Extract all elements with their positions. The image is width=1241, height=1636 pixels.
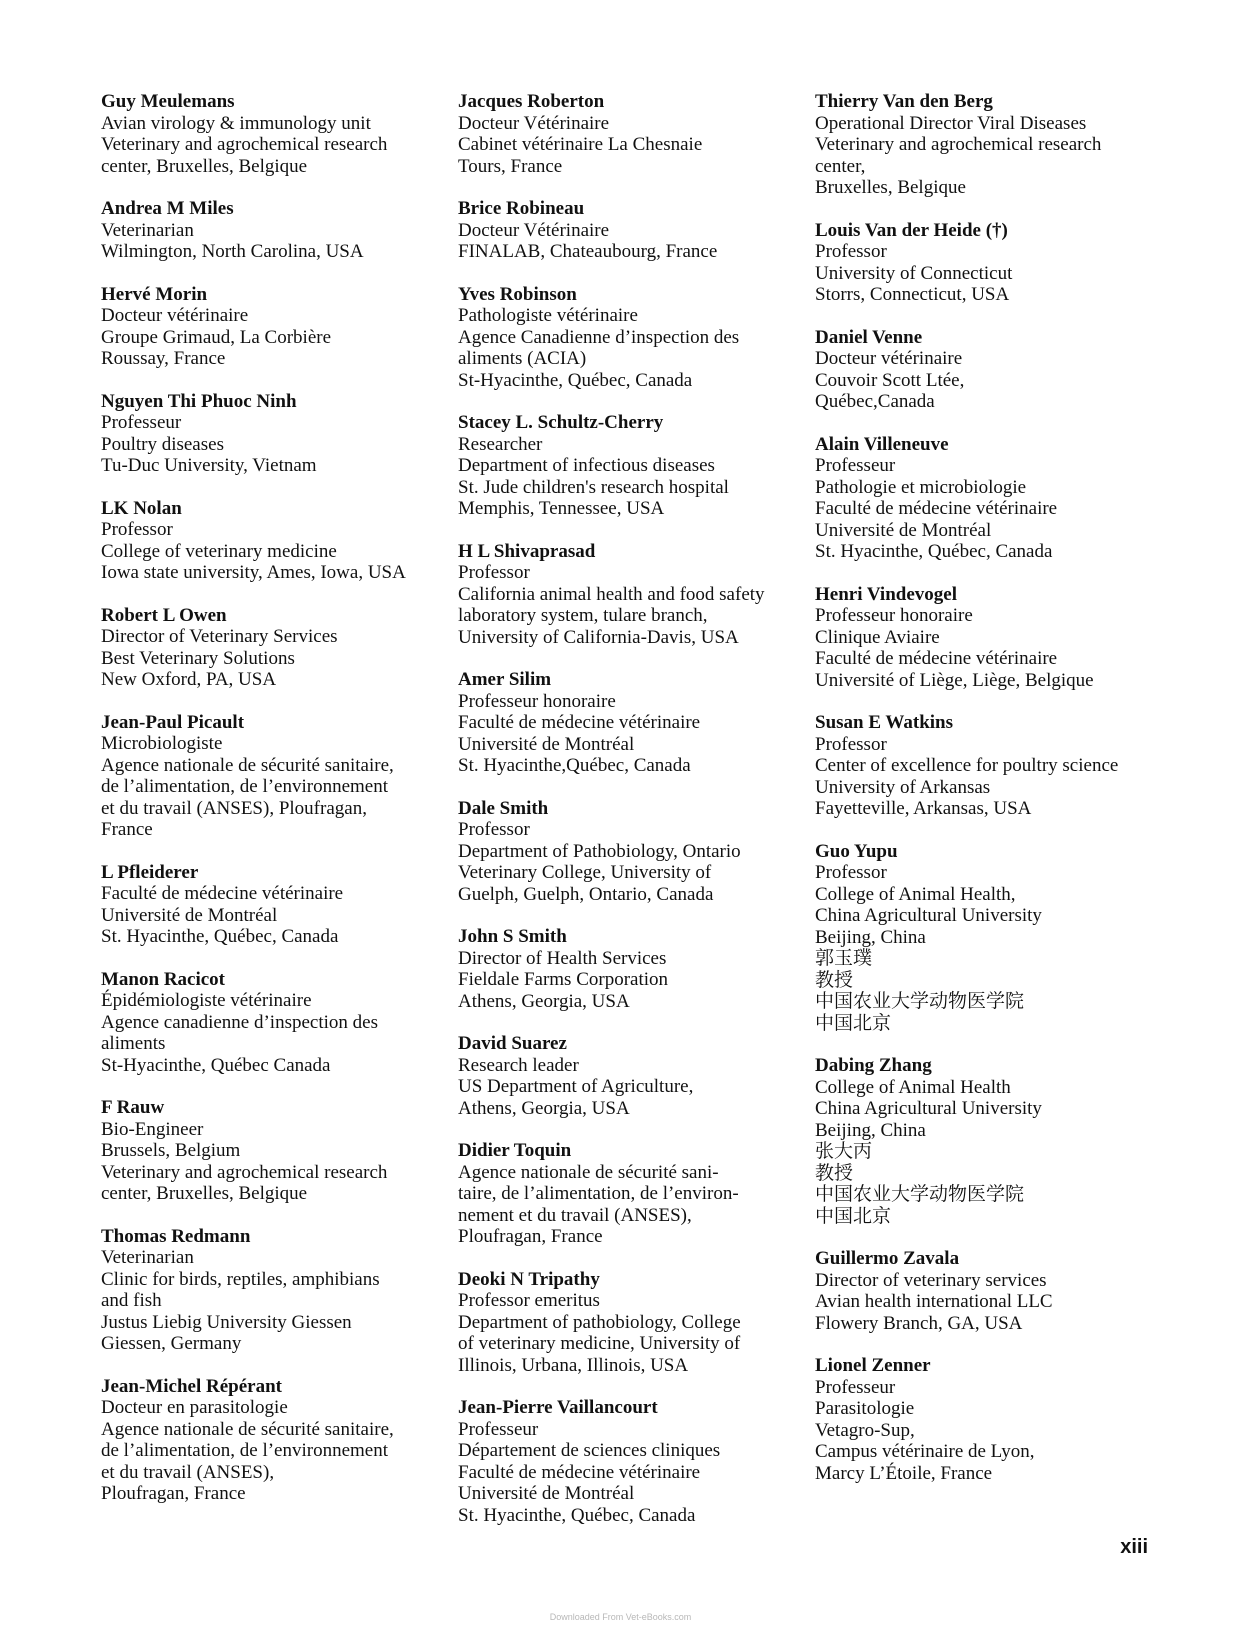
contributor-affiliation-line: Agence nationale de sécurité sanitaire, bbox=[101, 754, 394, 776]
contributor-affiliation-line: Vetagro-Sup, bbox=[815, 1419, 915, 1441]
contributor-name: Louis Van der Heide (†) bbox=[815, 219, 1008, 241]
contributor-affiliation-line: Director of veterinary services bbox=[815, 1269, 1047, 1291]
contributor-affiliation-line: Professor bbox=[815, 733, 887, 755]
contributor-entry bbox=[815, 434, 1155, 563]
contributor-affiliation-line: Université de Montréal bbox=[458, 733, 635, 755]
contributor-affiliation-line: Département de sciences cliniques bbox=[458, 1440, 721, 1461]
contributor-affiliation-line: 郭玉璞 bbox=[815, 948, 873, 969]
contributor-affiliation-line: Guelph, Guelph, Ontario, Canada bbox=[458, 883, 714, 905]
contributor-affiliation-line: Beijing, China bbox=[815, 926, 926, 948]
contributor-column-2 bbox=[458, 91, 798, 1547]
contributor-affiliation-line: Director of Veterinary Services bbox=[101, 626, 338, 647]
contributor-affiliation-line: Poultry diseases bbox=[101, 433, 224, 455]
contributor-affiliation-line: Memphis, Tennessee, USA bbox=[458, 498, 665, 519]
contributor-affiliation-line: Pathologie et microbiologie bbox=[815, 476, 1027, 498]
contributor-affiliation-line: Université of Liège, Liège, Belgique bbox=[815, 669, 1094, 691]
contributor-affiliation-line: taire, de l’alimentation, de l’environ- bbox=[458, 1183, 739, 1204]
contributor-entry bbox=[458, 91, 798, 177]
contributor-affiliation-line: Iowa state university, Ames, Iowa, USA bbox=[101, 562, 406, 583]
contributor-name: Dabing Zhang bbox=[815, 1055, 932, 1076]
contributor-affiliation-line: aliments (ACIA) bbox=[458, 348, 587, 369]
contributor-entry bbox=[101, 605, 441, 691]
contributor-name: Jean-Pierre Vaillancourt bbox=[458, 1397, 658, 1418]
contributor-affiliation-line: Best Veterinary Solutions bbox=[101, 647, 295, 669]
contributor-affiliation-line: Flowery Branch, GA, USA bbox=[815, 1312, 1023, 1334]
contributor-affiliation-line: Ploufragan, France bbox=[458, 1226, 603, 1247]
contributor-name: Yves Robinson bbox=[458, 283, 577, 305]
contributor-entry bbox=[101, 391, 441, 477]
contributor-affiliation-line: France bbox=[101, 819, 153, 840]
contributor-affiliation-line: Athens, Georgia, USA bbox=[458, 990, 630, 1012]
contributor-affiliation-line: Storrs, Connecticut, USA bbox=[815, 284, 1010, 305]
contributor-affiliation-line: 中国北京 bbox=[815, 1012, 892, 1034]
contributor-affiliation-line: Veterinary and agrochemical research bbox=[101, 1161, 388, 1183]
contributor-affiliation-line: Docteur en parasitologie bbox=[101, 1397, 288, 1418]
contributor-affiliation-line: Université de Montréal bbox=[101, 904, 278, 926]
contributor-affiliation-line: 中国北京 bbox=[815, 1205, 892, 1227]
contributor-affiliation-line: Université de Montréal bbox=[458, 1483, 635, 1504]
contributor-name: Manon Racicot bbox=[101, 968, 226, 990]
contributor-entry bbox=[815, 1055, 1155, 1227]
contributor-name: Jacques Roberton bbox=[458, 91, 605, 112]
contributor-name: Dale Smith bbox=[458, 797, 549, 819]
contributor-affiliation-line: Bio-Engineer bbox=[101, 1118, 204, 1140]
contributor-name: Guy Meulemans bbox=[101, 91, 235, 112]
contributor-affiliation-line: St-Hyacinthe, Québec, Canada bbox=[458, 369, 693, 391]
contributor-entry bbox=[101, 1376, 441, 1505]
contributor-affiliation-line: Parasitologie bbox=[815, 1398, 915, 1419]
contributor-entry bbox=[458, 1033, 798, 1119]
contributor-affiliation-line: Fieldale Farms Corporation bbox=[458, 969, 669, 990]
contributor-name: Thierry Van den Berg bbox=[815, 91, 993, 112]
contributor-entry bbox=[101, 91, 441, 177]
contributor-entry bbox=[101, 1097, 441, 1205]
contributor-affiliation-line: center, Bruxelles, Belgique bbox=[101, 155, 308, 177]
contributor-entry bbox=[101, 198, 441, 263]
contributor-affiliation-line: and fish bbox=[101, 1290, 162, 1311]
contributor-affiliation-line: Professor bbox=[815, 862, 887, 883]
contributor-affiliation-line: Operational Director Viral Diseases bbox=[815, 112, 1087, 134]
contributor-affiliation-line: University of Connecticut bbox=[815, 262, 1013, 284]
contributor-columns bbox=[101, 91, 1161, 1541]
contributor-affiliation-line: Professeur bbox=[458, 1418, 539, 1440]
contributor-affiliation-line: de l’alimentation, de l’environnement bbox=[101, 776, 389, 797]
contributor-entry bbox=[815, 91, 1155, 199]
contributor-affiliation-line: Research leader bbox=[458, 1054, 579, 1076]
contributor-affiliation-line: Couvoir Scott Ltée, bbox=[815, 369, 965, 391]
contributor-affiliation-line: Marcy L’Étoile, France bbox=[815, 1462, 993, 1484]
contributor-affiliation-line: Pathologiste vétérinaire bbox=[458, 305, 638, 326]
contributor-affiliation-line: Professor bbox=[815, 241, 887, 262]
contributor-affiliation-line: Bruxelles, Belgique bbox=[815, 177, 966, 198]
contributor-name: Daniel Venne bbox=[815, 326, 923, 348]
contributor-affiliation-line: de l’alimentation, de l’environnement bbox=[101, 1440, 389, 1461]
contributor-affiliation-line: Faculté de médecine vétérinaire bbox=[815, 498, 1058, 519]
contributor-affiliation-line: Veterinary and agrochemical research bbox=[815, 134, 1102, 155]
contributor-affiliation-line: Veterinarian bbox=[101, 219, 194, 241]
contributor-name: Jean-Paul Picault bbox=[101, 711, 245, 733]
contributor-affiliation-line: Professor bbox=[458, 562, 530, 583]
contributor-affiliation-line: St. Hyacinthe, Québec, Canada bbox=[101, 926, 339, 947]
contributor-affiliation-line: China Agricultural University bbox=[815, 905, 1042, 926]
contributor-affiliation-line: Professeur bbox=[815, 455, 896, 476]
contributor-name: LK Nolan bbox=[101, 497, 182, 519]
contributor-affiliation-line: Professeur honoraire bbox=[458, 690, 616, 712]
contributor-affiliation-line: Campus vétérinaire de Lyon, bbox=[815, 1441, 1035, 1462]
contributor-entry bbox=[458, 1140, 798, 1248]
contributor-name: L Pfleiderer bbox=[101, 861, 199, 883]
contributor-affiliation-line: St. Hyacinthe, Québec, Canada bbox=[815, 541, 1053, 562]
contributor-affiliation-line: Agence nationale de sécurité sani- bbox=[458, 1161, 719, 1183]
contributor-affiliation-line: St-Hyacinthe, Québec Canada bbox=[101, 1054, 331, 1076]
contributor-name: Nguyen Thi Phuoc Ninh bbox=[101, 390, 297, 412]
contributor-affiliation-line: Docteur Vétérinaire bbox=[458, 112, 610, 134]
contributor-entry bbox=[458, 541, 798, 649]
contributor-affiliation-line: 中国农业大学动物医学院 bbox=[815, 1184, 1025, 1205]
page-number: xiii bbox=[1120, 1536, 1148, 1558]
contributor-affiliation-line: St. Hyacinthe, Québec, Canada bbox=[458, 1504, 696, 1526]
contributor-affiliation-line: aliments bbox=[101, 1033, 166, 1054]
contributor-affiliation-line: University of California-Davis, USA bbox=[458, 626, 739, 648]
contributor-name: H L Shivaprasad bbox=[458, 540, 596, 562]
contributor-affiliation-line: China Agricultural University bbox=[815, 1098, 1042, 1119]
contributor-affiliation-line: Roussay, France bbox=[101, 348, 226, 369]
contributor-column-1 bbox=[101, 91, 441, 1526]
contributor-affiliation-line: Microbiologiste bbox=[101, 733, 223, 754]
contributor-affiliation-line: et du travail (ANSES), Ploufragan, bbox=[101, 797, 367, 819]
contributor-entry bbox=[458, 198, 798, 263]
contributor-affiliation-line: Professeur honoraire bbox=[815, 605, 973, 626]
contributor-affiliation-line: laboratory system, tulare branch, bbox=[458, 605, 708, 626]
contributor-affiliation-line: Agence canadienne d’inspection des bbox=[101, 1011, 378, 1033]
contributor-affiliation-line: Veterinary College, University of bbox=[458, 862, 712, 883]
contributor-affiliation-line: University of Arkansas bbox=[815, 776, 991, 798]
contributor-name: David Suarez bbox=[458, 1033, 567, 1054]
contributor-entry bbox=[101, 1226, 441, 1355]
contributor-name: Amer Silim bbox=[458, 669, 552, 690]
download-source-footer: Downloaded From Vet-eBooks.com bbox=[549, 1612, 692, 1622]
contributor-name: Brice Robineau bbox=[458, 198, 585, 219]
contributor-name: Andrea M Miles bbox=[101, 198, 234, 219]
contributor-entry bbox=[815, 841, 1155, 1035]
contributor-entry bbox=[458, 798, 798, 906]
contributor-affiliation-line: Director of Health Services bbox=[458, 947, 667, 969]
contributor-entry bbox=[458, 926, 798, 1012]
contributor-affiliation-line: et du travail (ANSES), bbox=[101, 1461, 275, 1483]
contributor-entry bbox=[101, 969, 441, 1077]
contributor-affiliation-line: Cabinet vétérinaire La Chesnaie bbox=[458, 134, 703, 155]
contributor-affiliation-line: Professor bbox=[101, 519, 173, 540]
contributor-entry bbox=[458, 1269, 798, 1377]
contributor-affiliation-line: Professor emeritus bbox=[458, 1290, 600, 1311]
contributor-affiliation-line: Faculté de médecine vétérinaire bbox=[101, 883, 344, 904]
contributor-name: Hervé Morin bbox=[101, 283, 208, 305]
contributor-affiliation-line: Tu-Duc University, Vietnam bbox=[101, 455, 317, 476]
contributor-affiliation-line: 中国农业大学动物医学院 bbox=[815, 991, 1025, 1012]
contributor-entry bbox=[815, 327, 1155, 413]
contributor-affiliation-line: St. Hyacinthe,Québec, Canada bbox=[458, 755, 691, 776]
contributor-name: Deoki N Tripathy bbox=[458, 1268, 600, 1290]
contributor-affiliation-line: Tours, France bbox=[458, 155, 563, 177]
contributor-affiliation-line: Avian health international LLC bbox=[815, 1291, 1053, 1312]
contributor-entry bbox=[101, 498, 441, 584]
contributor-entry bbox=[101, 862, 441, 948]
contributor-affiliation-line: center, bbox=[815, 155, 866, 177]
contributor-name: Henri Vindevogel bbox=[815, 583, 957, 605]
contributor-affiliation-line: center, Bruxelles, Belgique bbox=[101, 1183, 308, 1204]
contributor-name: Alain Villeneuve bbox=[815, 433, 949, 455]
contributor-affiliation-line: Brussels, Belgium bbox=[101, 1140, 241, 1161]
contributor-affiliation-line: Giessen, Germany bbox=[101, 1333, 242, 1354]
contributor-name: F Rauw bbox=[101, 1097, 165, 1118]
contributor-entry bbox=[101, 712, 441, 841]
contributor-affiliation-line: Faculté de médecine vétérinaire bbox=[458, 1461, 701, 1483]
contributor-affiliation-line: Docteur vétérinaire bbox=[815, 348, 963, 369]
contributor-entry bbox=[815, 1355, 1155, 1484]
contributor-affiliation-line: Veterinary and agrochemical research bbox=[101, 134, 388, 155]
contributor-entry bbox=[815, 1248, 1155, 1334]
contributor-affiliation-line: College of Animal Health bbox=[815, 1076, 1011, 1098]
contributor-affiliation-line: Department of infectious diseases bbox=[458, 455, 715, 476]
contributor-affiliation-line: Justus Liebig University Giessen bbox=[101, 1311, 352, 1333]
contributor-affiliation-line: California animal health and food safety bbox=[458, 583, 765, 605]
contributor-entry bbox=[815, 220, 1155, 306]
contributor-affiliation-line: Wilmington, North Carolina, USA bbox=[101, 241, 364, 262]
contributor-name: John S Smith bbox=[458, 926, 567, 947]
contributor-affiliation-line: Université de Montréal bbox=[815, 519, 992, 541]
contributor-column-3 bbox=[815, 91, 1155, 1505]
contributor-affiliation-line: Groupe Grimaud, La Corbière bbox=[101, 326, 332, 348]
contributor-entry bbox=[458, 284, 798, 392]
contributor-name: Guo Yupu bbox=[815, 840, 898, 862]
contributor-affiliation-line: 张大丙 bbox=[815, 1141, 873, 1162]
contributor-affiliation-line: US Department of Agriculture, bbox=[458, 1076, 694, 1097]
contributor-affiliation-line: Docteur vétérinaire bbox=[101, 305, 249, 326]
contributor-affiliation-line: Illinois, Urbana, Illinois, USA bbox=[458, 1354, 689, 1376]
contributor-affiliation-line: of veterinary medicine, University of bbox=[458, 1333, 741, 1354]
contributor-affiliation-line: Veterinarian bbox=[101, 1247, 194, 1268]
contributor-affiliation-line: Department of Pathobiology, Ontario bbox=[458, 840, 741, 862]
contributor-affiliation-line: Athens, Georgia, USA bbox=[458, 1097, 630, 1119]
contributor-affiliation-line: Professeur bbox=[815, 1376, 896, 1398]
contributor-affiliation-line: Docteur Vétérinaire bbox=[458, 219, 610, 241]
contributor-name: Jean-Michel Répérant bbox=[101, 1375, 282, 1397]
contributor-name: Lionel Zenner bbox=[815, 1355, 931, 1376]
contributor-affiliation-line: Agence Canadienne d’inspection des bbox=[458, 326, 740, 348]
contributor-entry bbox=[458, 1397, 798, 1526]
contributor-affiliation-line: Department of pathobiology, College bbox=[458, 1311, 741, 1333]
contributor-affiliation-line: Clinique Aviaire bbox=[815, 626, 940, 648]
contributor-affiliation-line: Agence nationale de sécurité sanitaire, bbox=[101, 1418, 394, 1440]
contributor-entry bbox=[458, 669, 798, 777]
contributor-affiliation-line: Clinic for birds, reptiles, amphibians bbox=[101, 1268, 380, 1290]
contributor-affiliation-line: New Oxford, PA, USA bbox=[101, 669, 277, 690]
contributor-name: Stacey L. Schultz-Cherry bbox=[458, 412, 664, 433]
contributor-entry bbox=[101, 284, 441, 370]
contributor-entry bbox=[458, 412, 798, 520]
contributor-affiliation-line: Fayetteville, Arkansas, USA bbox=[815, 798, 1032, 819]
contributor-affiliation-line: Faculté de médecine vétérinaire bbox=[815, 648, 1058, 669]
contributor-affiliation-line: Professeur bbox=[101, 412, 182, 433]
contributor-affiliation-line: College of veterinary medicine bbox=[101, 540, 337, 562]
contributor-entry bbox=[815, 584, 1155, 692]
contributor-affiliation-line: FINALAB, Chateaubourg, France bbox=[458, 241, 718, 262]
contributor-entry bbox=[815, 712, 1155, 820]
contributor-affiliation-line: Researcher bbox=[458, 433, 543, 455]
contributor-affiliation-line: Professor bbox=[458, 819, 530, 840]
contributor-affiliation-line: Beijing, China bbox=[815, 1119, 926, 1141]
contributor-name: Thomas Redmann bbox=[101, 1225, 251, 1247]
contributor-affiliation-line: St. Jude children's research hospital bbox=[458, 476, 729, 498]
contributor-affiliation-line: College of Animal Health, bbox=[815, 883, 1016, 905]
contributor-name: Susan E Watkins bbox=[815, 712, 954, 733]
contributor-name: Robert L Owen bbox=[101, 604, 227, 626]
contributor-affiliation-line: Faculté de médecine vétérinaire bbox=[458, 712, 701, 733]
contributor-affiliation-line: Center of excellence for poultry science bbox=[815, 755, 1119, 776]
contributor-name: Didier Toquin bbox=[458, 1140, 572, 1161]
contributor-name: Guillermo Zavala bbox=[815, 1248, 960, 1269]
contributor-affiliation-line: nement et du travail (ANSES), bbox=[458, 1204, 692, 1226]
contributor-affiliation-line: Avian virology & immunology unit bbox=[101, 112, 371, 134]
contributor-affiliation-line: 教授 bbox=[815, 969, 854, 991]
contributor-affiliation-line: Épidémiologiste vétérinaire bbox=[101, 990, 312, 1011]
contributor-affiliation-line: Québec,Canada bbox=[815, 391, 935, 412]
contributor-affiliation-line: Ploufragan, France bbox=[101, 1483, 246, 1504]
contributor-affiliation-line: 教授 bbox=[815, 1162, 854, 1184]
